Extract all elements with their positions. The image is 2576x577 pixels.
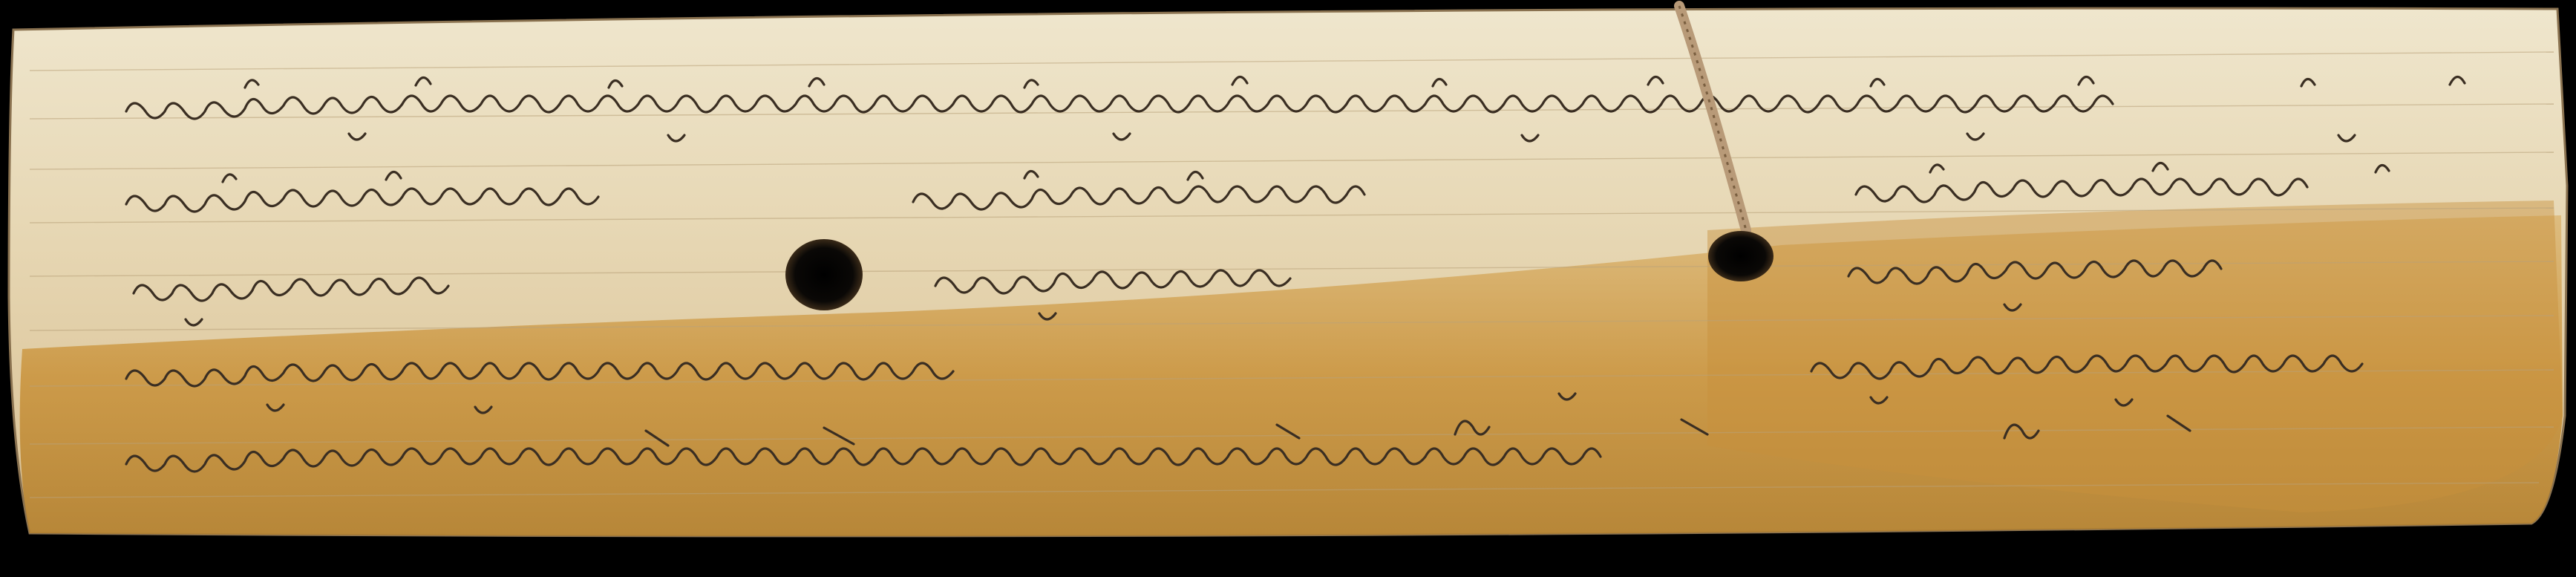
string-hole-right [1708,231,1774,281]
string-hole-left [785,239,863,310]
